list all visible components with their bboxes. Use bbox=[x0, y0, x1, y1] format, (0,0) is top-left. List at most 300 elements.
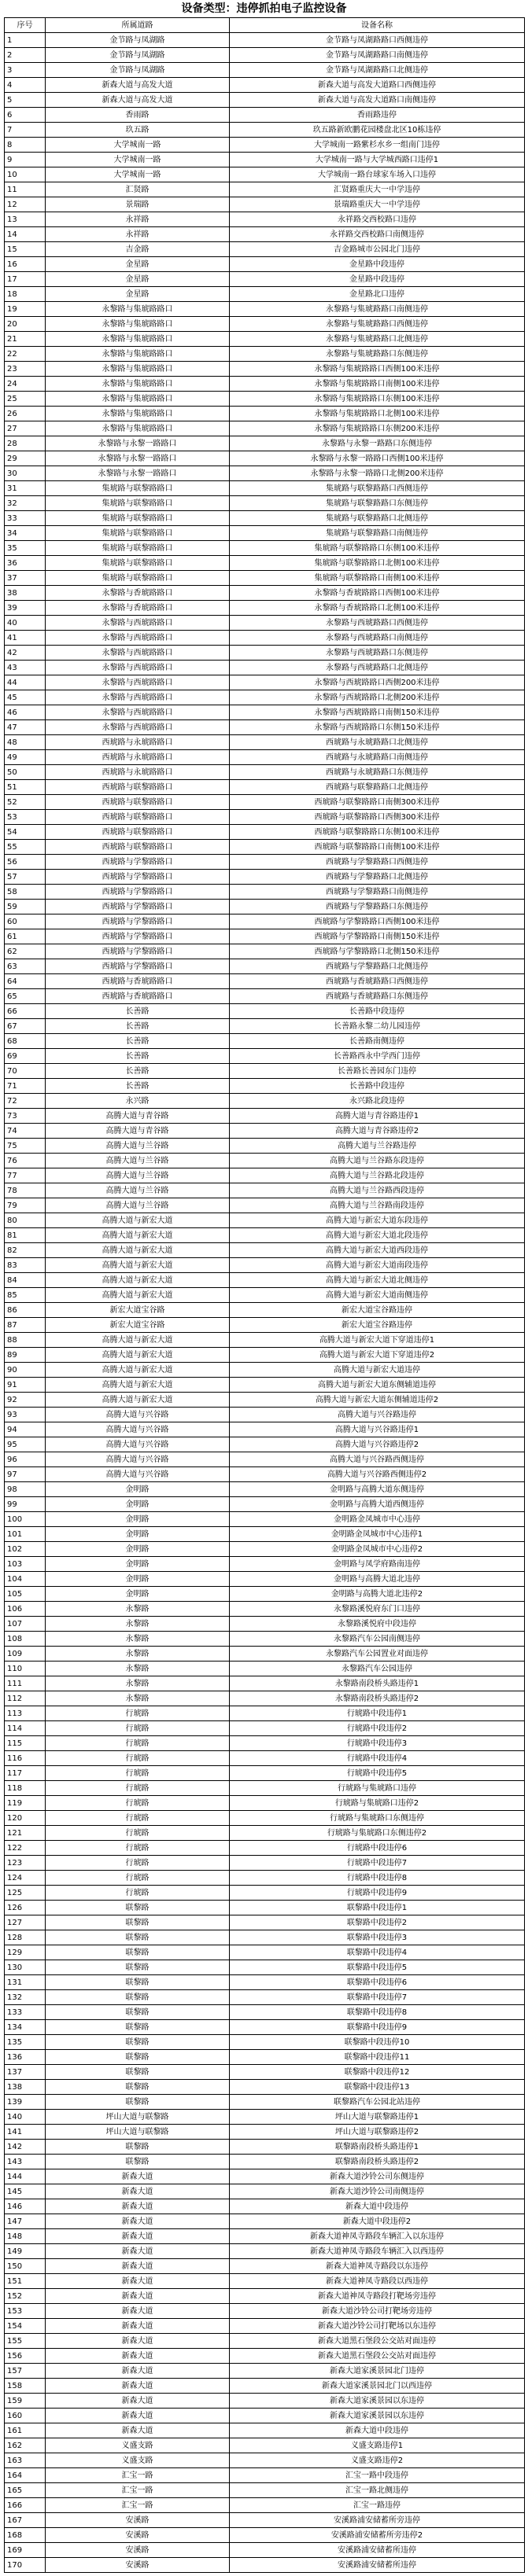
cell-seq: 86 bbox=[5, 1303, 46, 1318]
cell-device-name: 金明路金凤城市中心违停 bbox=[230, 1512, 525, 1527]
cell-seq: 30 bbox=[5, 466, 46, 481]
cell-road: 金节路与凤湖路 bbox=[46, 63, 230, 78]
cell-device-name: 高腾大道与兰谷路北段违停 bbox=[230, 1168, 525, 1183]
table-row bbox=[5, 392, 525, 407]
cell-seq: 37 bbox=[5, 571, 46, 586]
cell-seq: 78 bbox=[5, 1183, 46, 1198]
header-device-name: 设备名称 bbox=[230, 18, 525, 33]
table-row bbox=[5, 167, 525, 182]
cell-device-name: 新森大道黑石堡段公交站对面违停 bbox=[230, 2334, 525, 2349]
cell-road: 高腾大道与新宏大道 bbox=[46, 1228, 230, 1243]
cell-seq: 107 bbox=[5, 1617, 46, 1632]
cell-device-name: 永黎路汽车公园违停 bbox=[230, 1662, 525, 1676]
cell-seq: 120 bbox=[5, 1811, 46, 1826]
cell-seq: 112 bbox=[5, 1691, 46, 1706]
table-row bbox=[5, 2423, 525, 2438]
table-row bbox=[5, 2005, 525, 2020]
table-row bbox=[5, 2483, 525, 2498]
cell-device-name: 永黎路汽车公园南侧违停 bbox=[230, 1632, 525, 1647]
cell-road: 行琥路 bbox=[46, 1886, 230, 1901]
cell-device-name: 高腾大道与新宏大道南段违停 bbox=[230, 1258, 525, 1273]
cell-road: 高腾大道与新宏大道 bbox=[46, 1393, 230, 1408]
table-row bbox=[5, 914, 525, 929]
table-row bbox=[5, 1781, 525, 1796]
table-row bbox=[5, 1930, 525, 1945]
table-row bbox=[5, 750, 525, 765]
cell-device-name: 集琥路与联黎路路口东侧100米违停 bbox=[230, 541, 525, 556]
cell-road: 永祥路 bbox=[46, 227, 230, 242]
cell-seq: 101 bbox=[5, 1527, 46, 1542]
cell-road: 联黎路 bbox=[46, 2155, 230, 2169]
table-row bbox=[5, 1691, 525, 1706]
cell-seq: 59 bbox=[5, 900, 46, 914]
table-row bbox=[5, 2050, 525, 2065]
table-row bbox=[5, 541, 525, 556]
cell-road: 高腾大道与青谷路 bbox=[46, 1124, 230, 1139]
cell-device-name: 安溪路浦安储蓄所旁违停 bbox=[230, 2513, 525, 2528]
cell-road: 汇宝一路 bbox=[46, 2468, 230, 2483]
cell-device-name: 行琥路与集琥路口违停2 bbox=[230, 1796, 525, 1811]
cell-road: 永黎路与集琥路路口 bbox=[46, 362, 230, 377]
cell-road: 联黎路 bbox=[46, 2095, 230, 2110]
table-row bbox=[5, 690, 525, 705]
cell-device-name: 永黎路与永黎一路路口北侧200米违停 bbox=[230, 466, 525, 481]
cell-device-name: 新森大道神凤寺路段以东违停 bbox=[230, 2259, 525, 2274]
cell-seq: 168 bbox=[5, 2528, 46, 2543]
cell-device-name: 永黎路与西琥路路口东侧150米违停 bbox=[230, 720, 525, 735]
cell-device-name: 永黎路与永黎一路路口西侧100米违停 bbox=[230, 451, 525, 466]
table-row bbox=[5, 1841, 525, 1856]
table-row bbox=[5, 1318, 525, 1333]
cell-device-name: 永黎路与香琥路路口西侧100米违停 bbox=[230, 586, 525, 601]
cell-device-name: 永黎路与西琥路路口南侧违停 bbox=[230, 631, 525, 646]
cell-device-name: 金明路与凤学府路南违停 bbox=[230, 1557, 525, 1572]
table-row bbox=[5, 1901, 525, 1915]
cell-road: 新宏大道宝谷路 bbox=[46, 1303, 230, 1318]
table-row bbox=[5, 347, 525, 362]
cell-road: 新森大道 bbox=[46, 2244, 230, 2259]
table-row bbox=[5, 2349, 525, 2364]
cell-seq: 38 bbox=[5, 586, 46, 601]
table-row bbox=[5, 1990, 525, 2005]
cell-device-name: 新森大道神凤寺路段车辆汇入以东违停 bbox=[230, 2229, 525, 2244]
table-row bbox=[5, 2035, 525, 2050]
table-row bbox=[5, 1228, 525, 1243]
cell-road: 金明路 bbox=[46, 1497, 230, 1512]
cell-device-name: 永黎路与西琥路路口西侧200米违停 bbox=[230, 675, 525, 690]
cell-road: 汇宝一路 bbox=[46, 2483, 230, 2498]
cell-device-name: 新森大道与高发大道路口西侧违停 bbox=[230, 78, 525, 93]
cell-device-name: 新森大道神凤寺路段打靶场旁违停 bbox=[230, 2289, 525, 2304]
cell-road: 集琥路与联黎路路口 bbox=[46, 511, 230, 526]
cell-seq: 1 bbox=[5, 33, 46, 48]
cell-device-name: 高腾大道与兴谷路违停1 bbox=[230, 1422, 525, 1437]
cell-seq: 108 bbox=[5, 1632, 46, 1647]
cell-road: 长善路 bbox=[46, 1034, 230, 1049]
table-row bbox=[5, 1871, 525, 1886]
cell-seq: 99 bbox=[5, 1497, 46, 1512]
cell-road: 集琥路与联黎路路口 bbox=[46, 481, 230, 496]
table-row bbox=[5, 63, 525, 78]
table-row bbox=[5, 929, 525, 944]
cell-road: 西琥路与学黎路路口 bbox=[46, 914, 230, 929]
cell-road: 集琥路与联黎路路口 bbox=[46, 556, 230, 571]
table-row bbox=[5, 1094, 525, 1109]
cell-device-name: 长善路永黎二幼儿园违停 bbox=[230, 1019, 525, 1034]
cell-road: 新森大道 bbox=[46, 2334, 230, 2349]
cell-seq: 61 bbox=[5, 929, 46, 944]
table-row bbox=[5, 2498, 525, 2513]
cell-device-name: 高腾大道与新宏大道南侧违停 bbox=[230, 1288, 525, 1303]
cell-road: 景瑞路 bbox=[46, 197, 230, 212]
cell-seq: 47 bbox=[5, 720, 46, 735]
cell-device-name: 联黎路中段违停9 bbox=[230, 2020, 525, 2035]
cell-seq: 121 bbox=[5, 1826, 46, 1841]
cell-road: 永黎路与集琥路路口 bbox=[46, 421, 230, 436]
table-row bbox=[5, 2319, 525, 2334]
table-row bbox=[5, 571, 525, 586]
cell-device-name: 高腾大道与新宏大道违停 bbox=[230, 1363, 525, 1378]
cell-device-name: 行琥路与集琥路口违停 bbox=[230, 1781, 525, 1796]
cell-seq: 113 bbox=[5, 1706, 46, 1721]
cell-device-name: 新森大道沙铃公司南侧违停 bbox=[230, 2184, 525, 2199]
cell-device-name: 联黎路中段违停2 bbox=[230, 1915, 525, 1930]
cell-road: 永黎路与集琥路路口 bbox=[46, 347, 230, 362]
cell-road: 永黎路与西琥路路口 bbox=[46, 631, 230, 646]
table-row bbox=[5, 705, 525, 720]
cell-seq: 159 bbox=[5, 2394, 46, 2409]
table-row bbox=[5, 2155, 525, 2169]
cell-seq: 31 bbox=[5, 481, 46, 496]
cell-device-name: 汇宝一路中段违停 bbox=[230, 2468, 525, 2483]
cell-device-name: 高腾大道与新宏大道西段违停 bbox=[230, 1243, 525, 1258]
cell-road: 金星路 bbox=[46, 272, 230, 287]
table-row bbox=[5, 989, 525, 1004]
cell-device-name: 永黎路与集琥路路口南侧违停 bbox=[230, 302, 525, 317]
cell-seq: 154 bbox=[5, 2319, 46, 2334]
table-row bbox=[5, 2169, 525, 2184]
cell-device-name: 西琥路与联黎路路口西侧300米违停 bbox=[230, 810, 525, 825]
page-title: 设备类型：违停抓拍电子监控设备 bbox=[181, 2, 347, 15]
cell-device-name: 景瑞路重庆大一中学违停 bbox=[230, 197, 525, 212]
table-row bbox=[5, 2409, 525, 2423]
cell-road: 金星路 bbox=[46, 287, 230, 302]
cell-seq: 142 bbox=[5, 2140, 46, 2155]
table-row bbox=[5, 1019, 525, 1034]
cell-seq: 21 bbox=[5, 332, 46, 347]
table-row bbox=[5, 1706, 525, 1721]
cell-road: 行琥路 bbox=[46, 1751, 230, 1766]
cell-seq: 134 bbox=[5, 2020, 46, 2035]
cell-seq: 105 bbox=[5, 1587, 46, 1602]
cell-road: 高腾大道与新宏大道 bbox=[46, 1258, 230, 1273]
table-row bbox=[5, 407, 525, 421]
cell-device-name: 金节路与凤湖路路口西侧违停 bbox=[230, 33, 525, 48]
cell-device-name: 新森大道沙铃公司打靶场旁违停 bbox=[230, 2304, 525, 2319]
cell-seq: 145 bbox=[5, 2184, 46, 2199]
table-row bbox=[5, 1826, 525, 1841]
cell-device-name: 西琥路与学黎路路口南侧违停 bbox=[230, 885, 525, 900]
cell-device-name: 行琥路中段违停2 bbox=[230, 1721, 525, 1736]
cell-device-name: 联黎路中段违停4 bbox=[230, 1945, 525, 1960]
table-row bbox=[5, 2110, 525, 2125]
cell-road: 高腾大道与兰谷路 bbox=[46, 1198, 230, 1213]
cell-road: 永黎路 bbox=[46, 1647, 230, 1662]
cell-road: 长善路 bbox=[46, 1004, 230, 1019]
table-row bbox=[5, 1378, 525, 1393]
cell-road: 西琥路与联黎路路口 bbox=[46, 780, 230, 795]
table-row bbox=[5, 257, 525, 272]
cell-device-name: 永黎路与集琥路路口北侧违停 bbox=[230, 332, 525, 347]
cell-road: 新森大道 bbox=[46, 2379, 230, 2394]
cell-road: 高腾大道与兴谷路 bbox=[46, 1467, 230, 1482]
cell-device-name: 高腾大道与青谷路违停2 bbox=[230, 1124, 525, 1139]
cell-seq: 77 bbox=[5, 1168, 46, 1183]
cell-device-name: 联黎路中段违停3 bbox=[230, 1930, 525, 1945]
cell-road: 新森大道 bbox=[46, 2304, 230, 2319]
cell-road: 汇宝一路 bbox=[46, 2498, 230, 2513]
cell-road: 高腾大道与新宏大道 bbox=[46, 1333, 230, 1348]
cell-device-name: 永黎路南段桥头路违停1 bbox=[230, 1676, 525, 1691]
cell-road: 永黎路与永黎一路路口 bbox=[46, 436, 230, 451]
cell-device-name: 新森大道家溪景园以东违停 bbox=[230, 2409, 525, 2423]
cell-seq: 144 bbox=[5, 2169, 46, 2184]
table-row bbox=[5, 2020, 525, 2035]
cell-road: 安溪路 bbox=[46, 2558, 230, 2573]
table-row bbox=[5, 2438, 525, 2453]
table-row bbox=[5, 1662, 525, 1676]
cell-device-name: 玖五路新欧鹏花园楼盘北区10栋违停 bbox=[230, 123, 525, 138]
cell-seq: 20 bbox=[5, 317, 46, 332]
cell-road: 义盛支路 bbox=[46, 2453, 230, 2468]
cell-device-name: 金明路金凤城市中心违停1 bbox=[230, 1527, 525, 1542]
cell-device-name: 永黎路与集琥路路口东侧100米违停 bbox=[230, 392, 525, 407]
table-row bbox=[5, 2453, 525, 2468]
cell-seq: 15 bbox=[5, 242, 46, 257]
cell-device-name: 新宏大道宝谷路违停 bbox=[230, 1303, 525, 1318]
cell-road: 集琥路与联黎路路口 bbox=[46, 526, 230, 541]
cell-device-name: 行琥路与集琥路口东侧违停 bbox=[230, 1811, 525, 1826]
cell-device-name: 集琥路与联黎路路口南侧违停 bbox=[230, 526, 525, 541]
table-row bbox=[5, 1004, 525, 1019]
cell-device-name: 集琥路与联黎路路口北侧100米违停 bbox=[230, 556, 525, 571]
cell-seq: 153 bbox=[5, 2304, 46, 2319]
cell-road: 永黎路与西琥路路口 bbox=[46, 661, 230, 675]
cell-device-name: 西琥路与永琥路路口东侧违停 bbox=[230, 765, 525, 780]
cell-seq: 84 bbox=[5, 1273, 46, 1288]
cell-device-name: 永祥路交西校路口南侧违停 bbox=[230, 227, 525, 242]
cell-seq: 88 bbox=[5, 1333, 46, 1348]
table-row bbox=[5, 2199, 525, 2214]
cell-seq: 44 bbox=[5, 675, 46, 690]
table-row bbox=[5, 1960, 525, 1975]
table-row bbox=[5, 1751, 525, 1766]
cell-seq: 132 bbox=[5, 1990, 46, 2005]
cell-seq: 146 bbox=[5, 2199, 46, 2214]
cell-seq: 137 bbox=[5, 2065, 46, 2080]
cell-seq: 94 bbox=[5, 1422, 46, 1437]
table-row bbox=[5, 2304, 525, 2319]
cell-road: 行琥路 bbox=[46, 1721, 230, 1736]
table-row bbox=[5, 1303, 525, 1318]
cell-road: 西琥路与学黎路路口 bbox=[46, 929, 230, 944]
cell-road: 大学城南一路 bbox=[46, 138, 230, 153]
cell-device-name: 新森大道家溪景园北门以西违停 bbox=[230, 2379, 525, 2394]
table-row bbox=[5, 1422, 525, 1437]
cell-road: 西琥路与联黎路路口 bbox=[46, 795, 230, 810]
cell-road: 联黎路 bbox=[46, 1915, 230, 1930]
cell-seq: 42 bbox=[5, 646, 46, 661]
table-row bbox=[5, 317, 525, 332]
cell-road: 高腾大道与青谷路 bbox=[46, 1109, 230, 1124]
cell-road: 高腾大道与兰谷路 bbox=[46, 1154, 230, 1168]
cell-device-name: 金星路中段违停 bbox=[230, 257, 525, 272]
cell-road: 永黎路 bbox=[46, 1662, 230, 1676]
cell-road: 永黎路与集琥路路口 bbox=[46, 377, 230, 392]
cell-seq: 96 bbox=[5, 1452, 46, 1467]
cell-road: 新森大道 bbox=[46, 2184, 230, 2199]
cell-device-name: 联黎路南段桥头路违停2 bbox=[230, 2155, 525, 2169]
table-row bbox=[5, 780, 525, 795]
cell-seq: 23 bbox=[5, 362, 46, 377]
cell-device-name: 高腾大道与兰谷路违停 bbox=[230, 1139, 525, 1154]
cell-device-name: 永黎路与集琥路路口北侧100米违停 bbox=[230, 407, 525, 421]
cell-device-name: 安溪路浦安储蓄所违停 bbox=[230, 2558, 525, 2573]
cell-road: 高腾大道与兴谷路 bbox=[46, 1422, 230, 1437]
cell-seq: 125 bbox=[5, 1886, 46, 1901]
cell-seq: 118 bbox=[5, 1781, 46, 1796]
cell-road: 联黎路 bbox=[46, 2035, 230, 2050]
table-row bbox=[5, 2289, 525, 2304]
cell-road: 永黎路与西琥路路口 bbox=[46, 646, 230, 661]
cell-seq: 56 bbox=[5, 855, 46, 870]
table-row bbox=[5, 526, 525, 541]
cell-seq: 150 bbox=[5, 2259, 46, 2274]
cell-seq: 49 bbox=[5, 750, 46, 765]
cell-seq: 46 bbox=[5, 705, 46, 720]
table-row bbox=[5, 1109, 525, 1124]
cell-device-name: 义盛支路违停1 bbox=[230, 2438, 525, 2453]
table-row bbox=[5, 2379, 525, 2394]
cell-device-name: 集琥路与联黎路路口东侧违停 bbox=[230, 496, 525, 511]
cell-seq: 45 bbox=[5, 690, 46, 705]
cell-seq: 147 bbox=[5, 2214, 46, 2229]
cell-road: 安溪路 bbox=[46, 2543, 230, 2558]
cell-road: 集琥路与联黎路路口 bbox=[46, 541, 230, 556]
table-row bbox=[5, 1348, 525, 1363]
cell-road: 玖五路 bbox=[46, 123, 230, 138]
cell-seq: 102 bbox=[5, 1542, 46, 1557]
cell-seq: 148 bbox=[5, 2229, 46, 2244]
table-row bbox=[5, 242, 525, 257]
cell-device-name: 集琥路与联黎路路口北侧违停 bbox=[230, 511, 525, 526]
table-row bbox=[5, 2259, 525, 2274]
cell-seq: 110 bbox=[5, 1662, 46, 1676]
table-body bbox=[5, 33, 525, 2573]
cell-device-name: 永黎路与西琥路路口南侧150米违停 bbox=[230, 705, 525, 720]
cell-road: 金明路 bbox=[46, 1482, 230, 1497]
cell-seq: 157 bbox=[5, 2364, 46, 2379]
cell-seq: 167 bbox=[5, 2513, 46, 2528]
cell-road: 行琥路 bbox=[46, 1841, 230, 1856]
table-row bbox=[5, 1602, 525, 1617]
cell-seq: 83 bbox=[5, 1258, 46, 1273]
table-row bbox=[5, 2080, 525, 2095]
table-row bbox=[5, 2334, 525, 2349]
cell-seq: 70 bbox=[5, 1064, 46, 1079]
cell-seq: 40 bbox=[5, 616, 46, 631]
table-row bbox=[5, 1168, 525, 1183]
cell-road: 永黎路与集琥路路口 bbox=[46, 407, 230, 421]
cell-road: 永黎路 bbox=[46, 1617, 230, 1632]
cell-device-name: 行琥路中段违停4 bbox=[230, 1751, 525, 1766]
table-row bbox=[5, 2394, 525, 2409]
cell-road: 永黎路与西琥路路口 bbox=[46, 616, 230, 631]
header-seq: 序号 bbox=[5, 18, 46, 33]
cell-device-name: 高腾大道与青谷路违停1 bbox=[230, 1109, 525, 1124]
cell-road: 永黎路与香琥路路口 bbox=[46, 601, 230, 616]
cell-seq: 122 bbox=[5, 1841, 46, 1856]
cell-device-name: 新森大道神凤寺路段车辆汇入以西违停 bbox=[230, 2244, 525, 2259]
cell-device-name: 联黎路中段违停5 bbox=[230, 1960, 525, 1975]
cell-road: 永黎路与西琥路路口 bbox=[46, 720, 230, 735]
cell-device-name: 联黎路中段违停13 bbox=[230, 2080, 525, 2095]
cell-seq: 100 bbox=[5, 1512, 46, 1527]
table-row bbox=[5, 197, 525, 212]
cell-device-name: 西琥路与学黎路路口北侧违停 bbox=[230, 959, 525, 974]
cell-road: 西琥路与学黎路路口 bbox=[46, 959, 230, 974]
table-row bbox=[5, 1527, 525, 1542]
table-row bbox=[5, 586, 525, 601]
cell-seq: 65 bbox=[5, 989, 46, 1004]
cell-road: 汇贤路 bbox=[46, 182, 230, 197]
table-row bbox=[5, 2214, 525, 2229]
cell-device-name: 金明路与高腾大道东侧违停 bbox=[230, 1482, 525, 1497]
cell-device-name: 新森大道中段违停 bbox=[230, 2199, 525, 2214]
table-row bbox=[5, 1288, 525, 1303]
cell-road: 新森大道 bbox=[46, 2229, 230, 2244]
cell-device-name: 高腾大道与兰谷路东段违停 bbox=[230, 1154, 525, 1168]
cell-road: 西琥路与永琥路路口 bbox=[46, 765, 230, 780]
cell-road: 长善路 bbox=[46, 1079, 230, 1094]
cell-seq: 90 bbox=[5, 1363, 46, 1378]
table-row bbox=[5, 123, 525, 138]
cell-road: 西琥路与香琥路路口 bbox=[46, 989, 230, 1004]
cell-seq: 158 bbox=[5, 2379, 46, 2394]
table-row bbox=[5, 974, 525, 989]
cell-road: 永黎路与集琥路路口 bbox=[46, 392, 230, 407]
table-row bbox=[5, 1064, 525, 1079]
table-row bbox=[5, 1512, 525, 1527]
table-row bbox=[5, 735, 525, 750]
table-row bbox=[5, 1975, 525, 1990]
cell-road: 高腾大道与新宏大道 bbox=[46, 1363, 230, 1378]
cell-seq: 81 bbox=[5, 1228, 46, 1243]
cell-road: 联黎路 bbox=[46, 2140, 230, 2155]
cell-road: 高腾大道与新宏大道 bbox=[46, 1243, 230, 1258]
cell-seq: 164 bbox=[5, 2468, 46, 2483]
cell-seq: 29 bbox=[5, 451, 46, 466]
cell-seq: 6 bbox=[5, 108, 46, 123]
cell-road: 义盛支路 bbox=[46, 2438, 230, 2453]
cell-device-name: 新森大道沙铃公司打靶场以东违停 bbox=[230, 2319, 525, 2334]
cell-seq: 119 bbox=[5, 1796, 46, 1811]
cell-seq: 54 bbox=[5, 825, 46, 840]
cell-road: 大学城南一路 bbox=[46, 153, 230, 167]
cell-device-name: 行琥路中段违停9 bbox=[230, 1886, 525, 1901]
cell-road: 行琥路 bbox=[46, 1766, 230, 1781]
cell-seq: 60 bbox=[5, 914, 46, 929]
